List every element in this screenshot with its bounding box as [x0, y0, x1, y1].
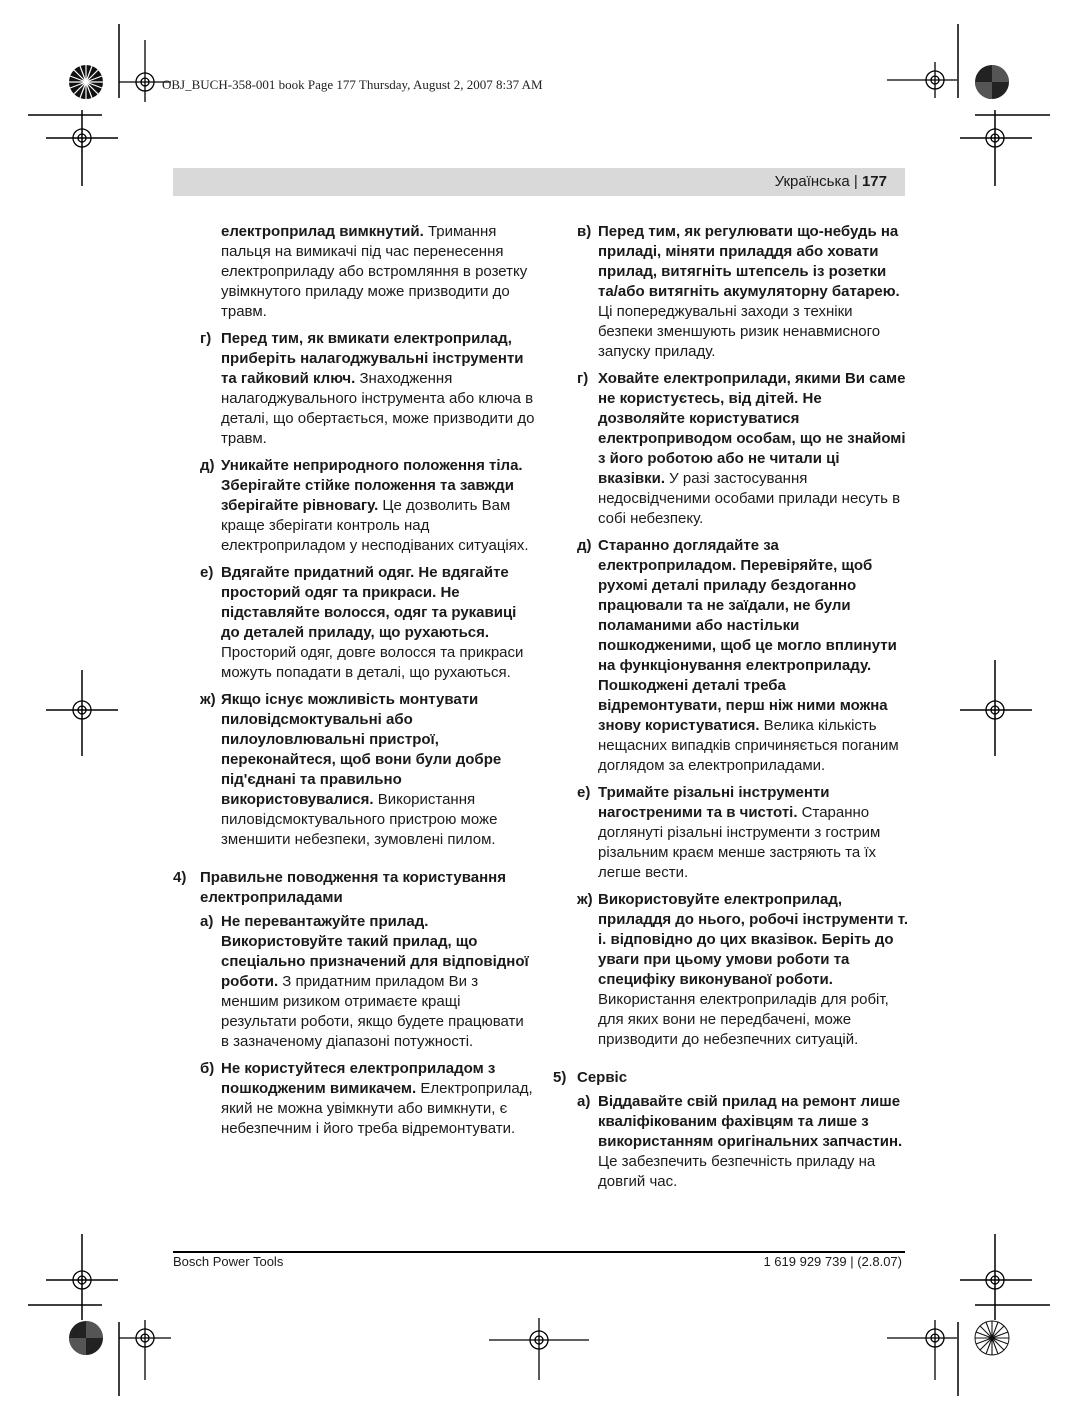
footer-doc-number: 1 619 929 739 | (2.8.07): [763, 1254, 902, 1269]
list-item: [200, 456, 535, 556]
item-label: г): [577, 370, 589, 387]
footer-rule: [173, 1251, 905, 1253]
section-title: Сервіс: [577, 1069, 628, 1086]
item-text: Старанно доглянуті різальні інструменти з гострим різальним краєм менше застряють та їх легше вести.: [598, 804, 881, 881]
left-column: [173, 222, 535, 1146]
item-label: ж): [577, 891, 593, 908]
item-lead: Віддавайте свій прилад на ремонт лише кваліфікованим фахівцям та лише з використанням оригінальних запчастин.: [598, 1093, 903, 1150]
item-text: Використання електроприладів для робіт, для яких вони не передбачені, може призводити до небезпечних ситуацій.: [598, 991, 889, 1048]
section-title: Правильне поводження та користування електроприладами: [200, 869, 506, 906]
continuation-text: Тримання пальця на вимикачі під час перенесення електроприладу або встромляння в розетку увімкнутого приладу може призводити до травм.: [221, 223, 528, 320]
right-column: [553, 222, 909, 1199]
item-text: Просторий одяг, довге волосся та прикраси можуть попадати в деталі, що рухаються.: [221, 644, 524, 681]
section-heading-5: [553, 1068, 909, 1088]
item-text: Знаходження налагоджувального інструмента або ключа в деталі, що обертається, може призводити до травм.: [221, 370, 535, 447]
section-number: 5): [553, 1069, 567, 1086]
item-label: д): [200, 457, 215, 474]
item-label: г): [200, 330, 212, 347]
item-text: Електроприлад, який не можна увімкнути або вимкнути, є небезпечним і його треба відремонтувати.: [221, 1080, 533, 1137]
list-item: [200, 1059, 535, 1139]
item-lead: Використовуйте електроприлад, приладдя до нього, робочі інструменти т. і. відповідно до цих вказівок. Беріть до уваги при цьому умови роботи та специфіку виконуваної роботи.: [598, 891, 908, 988]
section-heading-4: [173, 868, 535, 908]
continuation-lead: електроприлад вимкнутий.: [221, 223, 424, 240]
list-item: [577, 222, 909, 362]
item-label: в): [577, 223, 592, 240]
continuation-paragraph: [200, 222, 535, 322]
item-label: а): [577, 1093, 591, 1110]
item-text: Це забезпечить безпечність приладу на довгий час.: [598, 1153, 876, 1190]
item-label: е): [577, 784, 591, 801]
item-lead: Перед тим, як вмикати електроприлад, приберіть налагоджувальні інструменти та гайковий ключ.: [221, 330, 524, 387]
page-number: 177: [861, 173, 887, 190]
item-text: З придатним приладом Ви з меншим ризиком отримаєте кращі результати роботи, якщо будете працювати в зазначеному діапазоні потужності.: [221, 973, 524, 1050]
item-lead: Уникайте неприродного положення тіла. Зберігайте стійке положення та завжди зберігайте рівновагу.: [221, 457, 523, 514]
item-label: б): [200, 1060, 215, 1077]
list-item: [200, 329, 535, 449]
item-label: ж): [200, 691, 216, 708]
footer-brand: Bosch Power Tools: [173, 1254, 284, 1269]
list-item: [577, 890, 909, 1050]
item-label: а): [200, 913, 214, 930]
list-item: [577, 536, 909, 776]
item-label: д): [577, 537, 592, 554]
item-text: Велика кількість нещасних випадків спричиняється поганим доглядом за електроприладами.: [598, 717, 899, 774]
list-item: [577, 369, 909, 529]
item-text: Ці попереджувальні заходи з техніки безпеки зменшують ризик ненавмисного запуску приладу.: [598, 303, 881, 360]
item-lead: Тримайте різальні інструменти нагостреними та в чистоті.: [598, 784, 830, 821]
item-lead: Якщо існує можливість монтувати пиловідсмоктувальні або пилоуловлювальні пристрої, переконайтеся, щоб вони були добре під'єднані та правильно використовувалися.: [221, 691, 502, 808]
print-slug: OBJ_BUCH-358-001 book Page 177 Thursday, August 2, 2007 8:37 AM: [162, 77, 543, 92]
header-separator: |: [853, 173, 858, 190]
item-lead: Ховайте електроприлади, якими Ви саме не користуєтесь, від дітей. Не дозволяйте користуватися електроприводом особам, що не знайомі з його роботою або не читали ці вказівки.: [598, 370, 906, 487]
list-item: [200, 690, 535, 850]
list-item: [200, 563, 535, 683]
header-language: Українська: [774, 173, 850, 190]
item-lead: Не перевантажуйте прилад. Використовуйте такий прилад, що спеціально призначений для відповідної роботи.: [221, 913, 529, 990]
section-number: 4): [173, 869, 187, 886]
list-item: [200, 912, 535, 1052]
item-lead: Не користуйтеся електроприладом з пошкодженим вимикачем.: [221, 1060, 496, 1097]
item-lead: Старанно доглядайте за електроприладом. Перевіряйте, щоб рухомі деталі приладу бездоганно працювали та не заїдали, не були поламаними або настільки пошкодженими, щоб це могло вплинути на функціонування електроприладу. Пошкоджені деталі треба відремонтувати, перш ніж ними можна знову користуватися.: [598, 537, 897, 734]
item-lead: Перед тим, як регулювати що-небудь на приладі, міняти приладдя або ховати прилад, витягніть штепсель із розетки та/або витягніть акумуляторну батарею.: [598, 223, 900, 300]
item-text: Використання пиловідсмоктувального пристрою може зменшити небезпеки, зумовлені пилом.: [221, 791, 498, 848]
list-item: [577, 783, 909, 883]
list-item: [577, 1092, 909, 1192]
header-text: [775, 173, 887, 190]
item-lead: Вдягайте придатний одяг. Не вдягайте просторий одяг та прикраси. Не підставляйте волосся, одяг та рукавиці до деталей приладу, що рухаються.: [221, 564, 517, 641]
item-label: е): [200, 564, 214, 581]
item-text: У разі застосування недосвідченими особами прилади несуть в собі небезпеку.: [598, 470, 901, 527]
item-text: Це дозволить Вам краще зберігати контроль над електроприладом у несподіваних ситуаціях.: [221, 497, 529, 554]
page-header: [173, 168, 905, 196]
